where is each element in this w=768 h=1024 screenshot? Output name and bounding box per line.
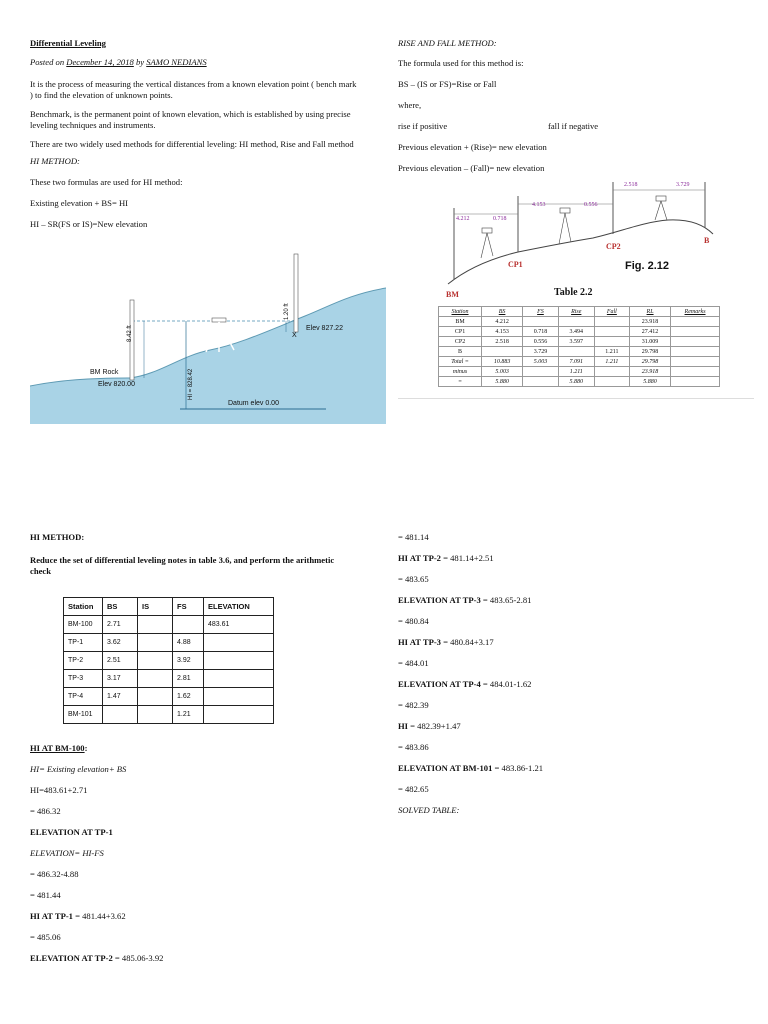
- table-cell: BM-101: [64, 706, 103, 724]
- hi-calculations-left: [30, 743, 360, 964]
- hi-tp2-result: = 483.65: [398, 574, 429, 584]
- table-cell: [138, 670, 173, 688]
- fall-negative: fall if negative: [548, 121, 599, 131]
- hi-tp2-calc: = 481.14+2.51: [440, 553, 494, 563]
- table-cell: TP-3: [64, 670, 103, 688]
- table-cell: 1.211: [558, 367, 594, 377]
- table-cell: 1.211: [594, 357, 629, 367]
- hi-bm100-result: = 486.32: [30, 806, 61, 816]
- table-cell: =: [439, 377, 482, 387]
- point-cp1: CP1: [508, 260, 523, 269]
- col-header: Fall: [594, 307, 629, 317]
- hi-dimension-label: HI = 828.42: [188, 368, 194, 400]
- terrain-figure: [30, 252, 386, 424]
- table-row: [439, 337, 720, 347]
- prev-fall-formula: Previous elevation – (Fall)= new elevation: [398, 163, 545, 173]
- bottom-left-column: [30, 532, 360, 577]
- elev-tp3-result: = 480.84: [398, 616, 429, 626]
- hi-method-line: [30, 532, 360, 543]
- hi-bm100-heading: [30, 743, 360, 754]
- table-cell: [138, 706, 173, 724]
- hi-tp4-label: HI: [398, 721, 409, 731]
- table-row: [439, 377, 720, 387]
- table-cell: 27.412: [630, 327, 671, 337]
- table-cell: [523, 377, 559, 387]
- table-row: [64, 688, 274, 706]
- posted-prefix: Posted on: [30, 57, 67, 67]
- table-header-row: [439, 307, 720, 317]
- elev-bm101-label: ELEVATION AT BM-101: [398, 763, 493, 773]
- right-top-column: [398, 38, 738, 174]
- table-cell: [482, 347, 523, 357]
- table-cell: 29.798: [630, 357, 671, 367]
- definition-paragraph: It is the process of measuring the vertical distances from a known elevation point ( bench mark ) to find the elevation of unknown points.: [30, 79, 357, 100]
- datum-label: Datum elev 0.00: [228, 400, 279, 407]
- table-cell: 5.880: [482, 377, 523, 387]
- table-cell: [594, 317, 629, 327]
- table-cell: 3.17: [103, 670, 138, 688]
- table-cell: [204, 652, 274, 670]
- solved-table-heading: SOLVED TABLE:: [398, 805, 460, 815]
- table-cell: [103, 706, 138, 724]
- rise-fall-heading: RISE AND FALL METHOD:: [398, 38, 497, 48]
- col-header: IS: [138, 598, 173, 616]
- table-cell: [594, 377, 629, 387]
- article-title: Differential Leveling: [30, 38, 106, 48]
- table-row: [439, 357, 720, 367]
- formula-hi: Existing elevation + BS= HI: [30, 198, 129, 208]
- table-cell: [594, 337, 629, 347]
- elev-tp4-label: ELEVATION AT TP-4: [398, 679, 481, 689]
- table-cell: 2.81: [173, 670, 204, 688]
- hi-tp3-label: HI AT TP-3: [398, 637, 441, 647]
- hi-tp4-result: = 483.86: [398, 742, 429, 752]
- table-cell: 31.009: [630, 337, 671, 347]
- table-cell: 2.51: [103, 652, 138, 670]
- table-cell: [671, 377, 720, 387]
- table-cell: [138, 652, 173, 670]
- table-cell: B: [439, 347, 482, 357]
- table-cell: 29.798: [630, 347, 671, 357]
- elev-tp3-label: ELEVATION AT TP-3: [398, 595, 481, 605]
- x-mark: X: [292, 332, 297, 339]
- table-cell: [671, 357, 720, 367]
- posted-by: by: [133, 57, 147, 67]
- table-cell: 483.61: [204, 616, 274, 634]
- table-cell: [204, 706, 274, 724]
- table-cell: [671, 367, 720, 377]
- table-cell: BM-100: [64, 616, 103, 634]
- rise-fall-table: [438, 306, 720, 387]
- table-cell: 5.003: [523, 357, 559, 367]
- elev-tp2-line: [30, 953, 360, 964]
- bm-rock-label: BM Rock: [90, 369, 119, 376]
- hi-tp2-label: HI AT TP-2: [398, 553, 441, 563]
- table-cell: 4.153: [482, 327, 523, 337]
- table-cell: [523, 367, 559, 377]
- hi-tp2-line: [398, 553, 738, 564]
- hi-method-heading: HI METHOD:: [30, 156, 80, 166]
- table-cell: TP-1: [64, 634, 103, 652]
- table-cell: [173, 616, 204, 634]
- table-cell: 5.880: [630, 377, 671, 387]
- posted-line: [30, 57, 360, 68]
- table-row: [64, 634, 274, 652]
- hi-tp3-line: [398, 637, 738, 648]
- hi-tp1-result: = 485.06: [30, 932, 61, 942]
- elev-bm101-calc: = 483.86-1.21: [492, 763, 544, 773]
- reading-1: 4.212: [456, 216, 470, 222]
- reading-3: 4.153: [532, 202, 546, 208]
- leveling-notes-table: [63, 597, 274, 724]
- table-header-row: [64, 598, 274, 616]
- reading-2: 0.718: [493, 216, 507, 222]
- hi-tp1-label: HI AT TP-1: [30, 911, 73, 921]
- hi-tp1-line: [30, 911, 360, 922]
- table-cell: [204, 688, 274, 706]
- elev-tp1-calc: = 486.32-4.88: [30, 869, 79, 879]
- elev-tp1-heading: ELEVATION AT TP-1: [30, 827, 113, 837]
- table-cell: 0.718: [523, 327, 559, 337]
- table-cell: 23.918: [630, 317, 671, 327]
- point-cp2: CP2: [606, 242, 621, 251]
- col-header: FS: [523, 307, 559, 317]
- table-cell: 1.21: [173, 706, 204, 724]
- rise-fall-condition: [398, 121, 738, 132]
- table-cell: [204, 670, 274, 688]
- hi-bm100-label: HI AT BM-100: [30, 743, 85, 753]
- table-row: [439, 327, 720, 337]
- methods-paragraph: There are two widely used methods for differential leveling: HI method, Rise and Fall method: [30, 139, 354, 149]
- left-top-column: [30, 38, 360, 230]
- table-cell: [594, 367, 629, 377]
- terrain-diagram: [30, 252, 386, 424]
- table-cell: TP-4: [64, 688, 103, 706]
- table-row: [439, 317, 720, 327]
- col-header: Rise: [558, 307, 594, 317]
- table-cell: 5.003: [482, 367, 523, 377]
- rod-reading-left: 8.42 ft: [127, 325, 133, 342]
- table-cell: [138, 634, 173, 652]
- table-cell: Total =: [439, 357, 482, 367]
- hi-tp4-line: [398, 721, 738, 732]
- elev-tp4-result: = 482.39: [398, 700, 429, 710]
- table-cell: 5.880: [558, 377, 594, 387]
- rise-fall-formula: BS – (IS or FS)=Rise or Fall: [398, 79, 497, 89]
- hi-tp1-calc: = 481.44+3.62: [72, 911, 126, 921]
- hi-bm100-calc: HI=483.61+2.71: [30, 785, 88, 795]
- table-row: [439, 367, 720, 377]
- elev-bm-label: Elev 820.00: [98, 381, 135, 388]
- table-cell: 10.883: [482, 357, 523, 367]
- rod-reading-right: 1.20 ft: [284, 303, 290, 320]
- elev-bm101-result: = 482.65: [398, 784, 429, 794]
- hi-method-heading-2: HI METHOD:: [30, 532, 85, 542]
- reading-4: 0.556: [584, 202, 598, 208]
- table-cell: [671, 317, 720, 327]
- hi-bm100-colon: :: [84, 743, 88, 753]
- posted-author-link[interactable]: SAMO NEDIANS: [146, 57, 207, 67]
- table-cell: [558, 317, 594, 327]
- figure-bottom-rule: [398, 398, 754, 399]
- table-cell: BM: [439, 317, 482, 327]
- task-statement: Reduce the set of differential leveling notes in table 3.6, and perform the arithmetic check: [30, 555, 335, 576]
- table-cell: [671, 327, 720, 337]
- table-row: [64, 670, 274, 688]
- table-cell: [523, 317, 559, 327]
- col-header: RL: [630, 307, 671, 317]
- table-cell: TP-2: [64, 652, 103, 670]
- hi-general-formula: HI= Existing elevation+ BS: [30, 764, 127, 774]
- table-cell: 4.88: [173, 634, 204, 652]
- elev-tp4-line: [398, 679, 738, 690]
- table-cell: [671, 347, 720, 357]
- table-cell: 2.518: [482, 337, 523, 347]
- elev-tp1-result: = 481.44: [30, 890, 61, 900]
- table-cell: 3.494: [558, 327, 594, 337]
- table-row: [64, 616, 274, 634]
- elev-tp2-calc: = 485.06-3.92: [112, 953, 164, 963]
- table-cell: CP2: [439, 337, 482, 347]
- rise-fall-figure: [398, 176, 754, 398]
- col-header: BS: [482, 307, 523, 317]
- posted-date-link[interactable]: December 14, 2018: [66, 57, 134, 67]
- col-header: Station: [439, 307, 482, 317]
- reading-5: 2.518: [624, 182, 638, 188]
- elev-tp2-result: = 481.14: [398, 532, 429, 542]
- elev-tp2-label: ELEVATION AT TP-2: [30, 953, 113, 963]
- table-cell: 3.92: [173, 652, 204, 670]
- table-cell: 23.918: [630, 367, 671, 377]
- col-header: ELEVATION: [204, 598, 274, 616]
- hi-tp3-result: = 484.01: [398, 658, 429, 668]
- point-b: B: [704, 236, 710, 245]
- table-cell: [558, 347, 594, 357]
- hi-tp4-calc: = 482.39+1.47: [408, 721, 461, 731]
- prev-rise-formula: Previous elevation + (Rise)= new elevation: [398, 142, 547, 152]
- col-header: Remarks: [671, 307, 720, 317]
- benchmark-paragraph: Benchmark, is the permanent point of known elevation, which is established by using precise leveling techniques and instruments.: [30, 109, 351, 130]
- table-cell: 1.47: [103, 688, 138, 706]
- table-cell: 2.71: [103, 616, 138, 634]
- table-cell: 3.62: [103, 634, 138, 652]
- where-label: where,: [398, 100, 422, 110]
- col-header: Station: [64, 598, 103, 616]
- hi-tp3-calc: = 480.84+3.17: [440, 637, 494, 647]
- elev-tp3-calc: = 483.65-2.81: [480, 595, 532, 605]
- table-cell: [594, 327, 629, 337]
- table-cell: [138, 688, 173, 706]
- table-cell: 0.556: [523, 337, 559, 347]
- table-cell: CP1: [439, 327, 482, 337]
- col-header: BS: [103, 598, 138, 616]
- table-cell: 3.597: [558, 337, 594, 347]
- table-cell: 1.62: [173, 688, 204, 706]
- rise-fall-intro: The formula used for this method is:: [398, 58, 524, 68]
- table-row: [439, 347, 720, 357]
- elev-tp4-calc: = 484.01-1.62: [480, 679, 532, 689]
- table-cell: [671, 337, 720, 347]
- elev-general-formula: ELEVATION= HI-FS: [30, 848, 104, 858]
- table-row: [64, 652, 274, 670]
- table-cell: 4.212: [482, 317, 523, 327]
- formula-new-elevation: HI – SR(FS or IS)=New elevation: [30, 219, 148, 229]
- figure-label: Fig. 2.12: [625, 260, 670, 272]
- col-header: FS: [173, 598, 204, 616]
- table-cell: 1.211: [594, 347, 629, 357]
- table-row: [64, 706, 274, 724]
- table-cell: [138, 616, 173, 634]
- elev-x-label: Elev 827.22: [306, 325, 343, 332]
- table-cell: 7.091: [558, 357, 594, 367]
- table-cell: minus: [439, 367, 482, 377]
- reading-6: 3.729: [676, 182, 690, 188]
- table-title: Table 2.2: [554, 287, 593, 298]
- elev-tp3-line: [398, 595, 738, 606]
- table-cell: [204, 634, 274, 652]
- hi-intro: These two formulas are used for HI method:: [30, 177, 183, 187]
- elev-bm101-line: [398, 763, 738, 774]
- hi-calculations-right: [398, 532, 738, 816]
- table-cell: 3.729: [523, 347, 559, 357]
- point-bm: BM: [446, 290, 459, 299]
- rise-positive: rise if positive: [398, 121, 448, 131]
